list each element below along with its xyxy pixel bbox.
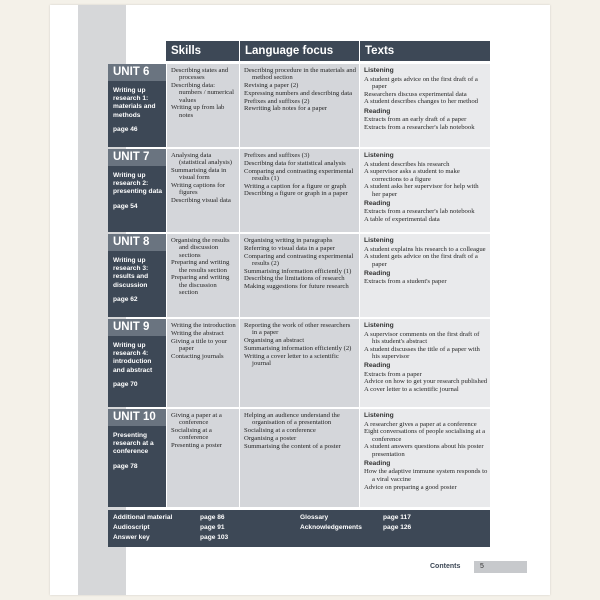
language-focus-item: Organising a poster xyxy=(244,434,297,442)
texts-subheading: Listening xyxy=(364,322,394,329)
text-item: A supervisor asks a student to make corrections to a figure xyxy=(364,168,460,183)
language-focus-cell xyxy=(240,64,359,147)
texts-subheading: Reading xyxy=(364,199,391,207)
language-focus-item: Helping an audience understand the organisation of a presentation xyxy=(244,412,340,427)
language-focus-item: Writing a caption for a figure or graph xyxy=(244,182,347,190)
unit-label xyxy=(108,149,166,232)
language-focus-item: Comparing and contrasting experimental results (2) xyxy=(244,252,354,267)
unit-title: Writing up research 2: presenting data xyxy=(113,172,163,196)
unit-label xyxy=(108,234,166,317)
unit-page: page 46 xyxy=(113,125,138,133)
language-focus-item: Rewriting lab notes for a paper xyxy=(244,105,328,113)
skills-cell xyxy=(167,64,239,147)
text-item: Extracts from a researcher's lab notebook xyxy=(364,208,475,216)
language-focus-item: Expressing numbers and describing data xyxy=(244,89,353,97)
skill-item: Giving a paper at a conference xyxy=(171,412,222,427)
text-item: Advice on preparing a good poster xyxy=(364,483,457,491)
texts-cell xyxy=(360,64,490,147)
skill-item: Writing up from lab notes xyxy=(171,104,225,119)
texts-subheading: Reading xyxy=(364,459,391,467)
language-focus-cell xyxy=(240,409,359,507)
unit-label xyxy=(108,409,166,507)
skills-cell xyxy=(167,149,239,232)
skills-cell xyxy=(167,409,239,507)
language-focus-item: Summarising information efficiently (1) xyxy=(244,267,352,275)
texts-subheading: Reading xyxy=(364,362,391,370)
footer-item-label: Audioscript xyxy=(113,524,150,531)
unit-number: UNIT 10 xyxy=(108,409,166,426)
text-item: A researcher gives a paper at a conference xyxy=(364,420,477,428)
footer-item-page: page 117 xyxy=(383,514,411,521)
skill-item: Describing visual data xyxy=(171,197,231,205)
language-focus-item: Organising writing in paragraphs xyxy=(244,237,333,244)
language-focus-item: Socialising at a conference xyxy=(244,427,316,435)
skill-item: Socialising at a conference xyxy=(171,427,212,442)
language-focus-item: Prefixes and suffixes (2) xyxy=(244,97,310,105)
header-skills: Skills xyxy=(166,41,239,61)
language-focus-item: Revising a paper (2) xyxy=(244,82,299,90)
unit-number: UNIT 9 xyxy=(108,319,166,336)
language-focus-item: Describing the limitations of research xyxy=(244,275,345,283)
text-item: Extracts from a student's paper xyxy=(364,278,447,286)
language-focus-item: Making suggestions for future research xyxy=(244,283,349,291)
skill-item: Describing states and processes xyxy=(171,67,229,82)
text-item: A student describes changes to her method xyxy=(364,98,479,106)
skill-item: Organising the results and discussion sections xyxy=(171,237,230,259)
language-focus-item: Writing a cover letter to a scientific journal xyxy=(244,352,339,367)
language-focus-item: Organising an abstract xyxy=(244,337,305,345)
text-item: A student discusses the title of a paper with his supervisor xyxy=(364,345,480,360)
text-item: A supervisor comments on the first draft of his student's abstract xyxy=(364,330,480,345)
unit-page: page 54 xyxy=(113,202,138,210)
texts-cell xyxy=(360,409,490,507)
footer-item-label: Glossary xyxy=(300,514,329,521)
footer-item-page: page 126 xyxy=(383,524,412,531)
unit-number: UNIT 6 xyxy=(108,64,166,81)
unit-page: page 62 xyxy=(113,295,138,303)
header-language-focus: Language focus xyxy=(240,41,359,61)
footer-item-label: Additional material xyxy=(113,514,173,521)
footer-item-label: Acknowledgements xyxy=(300,524,362,531)
texts-subheading: Listening xyxy=(364,152,394,159)
language-focus-cell xyxy=(240,234,359,317)
footer-item-label: Answer key xyxy=(113,534,150,541)
texts-cell xyxy=(360,234,490,317)
skill-item: Giving a title to your paper xyxy=(171,337,228,352)
text-item: Eight conversations of people socialising at a conference xyxy=(364,428,486,443)
text-item: Researchers discuss experimental data xyxy=(364,90,467,98)
footer-item-page: page 91 xyxy=(200,524,225,531)
unit-label xyxy=(108,64,166,147)
text-item: Extracts from a paper xyxy=(364,370,422,378)
skill-item: Writing the abstract xyxy=(171,329,224,337)
texts-subheading: Listening xyxy=(364,412,394,419)
skills-cell xyxy=(167,319,239,407)
skills-cell xyxy=(167,234,239,317)
unit-title: Presenting research at a conference xyxy=(113,432,154,456)
skill-item: Preparing and writing the results section xyxy=(171,259,230,274)
language-focus-item: Reporting the work of other researchers in a paper xyxy=(244,322,351,337)
language-focus-cell xyxy=(240,319,359,407)
skill-item: Preparing and writing the discussion section xyxy=(171,274,230,297)
texts-subheading: Reading xyxy=(364,269,391,277)
skill-item: Writing the introduction xyxy=(171,322,236,329)
language-focus-item: Describing a figure or graph in a paper xyxy=(244,190,348,198)
language-focus-item: Summarising information efficiently (2) xyxy=(244,344,352,352)
skill-item: Writing captions for figures xyxy=(171,182,225,197)
text-item: A student gets advice on the first draft of a paper xyxy=(364,253,478,268)
skill-item: Describing data: numbers / numerical values xyxy=(171,82,234,104)
language-focus-item: Describing procedure in the materials and method section xyxy=(244,67,356,82)
text-item: A student answers questions about his poster presentation xyxy=(364,443,484,458)
footer-box xyxy=(108,510,490,547)
skill-item: Presenting a poster xyxy=(171,442,222,450)
header-texts: Texts xyxy=(360,41,490,61)
text-item: Extracts from a researcher's lab notebook xyxy=(364,123,475,131)
language-focus-cell xyxy=(240,149,359,232)
text-item: A student explains his research to a colleague xyxy=(364,245,486,253)
footer-item-page: page 103 xyxy=(200,534,229,541)
unit-title: Writing up research 3: results and discussion xyxy=(113,257,149,289)
language-focus-item: Prefixes and suffixes (3) xyxy=(244,152,310,159)
texts-subheading: Listening xyxy=(364,237,394,244)
texts-cell xyxy=(360,319,490,407)
text-item: A student gets advice on the first draft of a paper xyxy=(364,75,478,90)
text-item: A cover letter to a scientific journal xyxy=(364,386,459,394)
footer-item-page: page 86 xyxy=(200,514,225,521)
text-item: Advice on how to get your research published xyxy=(364,378,488,386)
unit-title: Writing up research 1: materials and methods xyxy=(113,87,156,119)
skill-item: Contacting journals xyxy=(171,352,224,360)
contents-label: Contents xyxy=(430,563,461,570)
text-item: A table of experimental data xyxy=(364,216,440,224)
texts-subheading: Listening xyxy=(364,67,394,74)
language-focus-item: Referring to visual data in a paper xyxy=(244,244,335,252)
unit-title: Writing up research 4: introduction and abstract xyxy=(113,342,153,374)
page-number: 5 xyxy=(474,561,527,573)
unit-page: page 70 xyxy=(113,380,138,388)
unit-page: page 78 xyxy=(113,462,138,470)
text-item: Extracts from an early draft of a paper xyxy=(364,116,467,124)
texts-cell xyxy=(360,149,490,232)
text-item: A student asks her supervisor for help with her paper xyxy=(364,183,479,198)
skill-item: Summarising data in visual form xyxy=(171,167,227,182)
unit-number: UNIT 7 xyxy=(108,149,166,166)
language-focus-item: Describing data for statistical analysis xyxy=(244,159,346,167)
unit-number: UNIT 8 xyxy=(108,234,166,251)
skill-item: Analysing data (statistical analysis) xyxy=(171,152,232,167)
text-item: How the adaptive immune system responds to a viral vaccine xyxy=(364,468,488,483)
texts-subheading: Reading xyxy=(364,107,391,115)
text-item: A student describes his research xyxy=(364,160,450,168)
unit-label xyxy=(108,319,166,407)
language-focus-item: Comparing and contrasting experimental results (1) xyxy=(244,167,354,182)
language-focus-item: Summarising the content of a poster xyxy=(244,442,341,450)
